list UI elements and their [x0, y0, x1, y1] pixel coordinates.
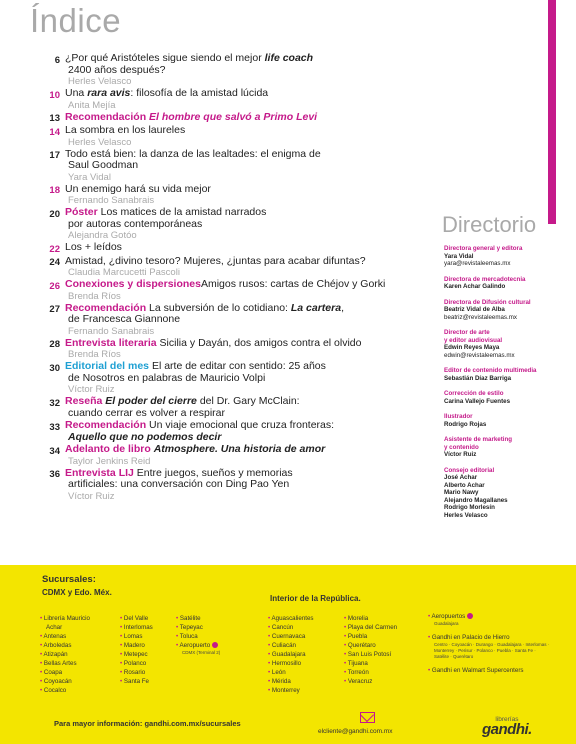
entry-line	[65, 432, 436, 444]
entry-author: Taylor Jenkins Reid	[68, 455, 151, 467]
entry-body	[65, 242, 436, 254]
bullet-icon: •	[40, 615, 44, 622]
branch-name: Playa del Carmen	[347, 624, 398, 631]
directory-email: edwin@revistaleemas.mx	[444, 351, 515, 359]
branches-title: Sucursales:	[42, 574, 96, 585]
entry-line	[65, 373, 436, 385]
branch-item	[120, 650, 153, 659]
entry-author: Herles Velasco	[68, 136, 132, 148]
branch-item	[344, 632, 397, 641]
toc-entry	[46, 256, 436, 279]
page-number: 22	[49, 243, 60, 255]
entry-title-emph: El poder del cierre	[105, 395, 197, 407]
directory-role: Asistente de marketing	[444, 436, 513, 443]
plane-icon	[212, 642, 218, 648]
entry-line	[65, 256, 436, 268]
section-label: Conexiones y dispersiones	[65, 278, 201, 290]
directory-title: Directorio	[442, 212, 537, 237]
branch-item	[344, 623, 397, 632]
branch-name: Puebla	[347, 633, 368, 640]
directory-name: Mario Nawy	[444, 489, 479, 496]
branch-item	[176, 623, 220, 632]
directory-role: Directora de Difusión cultural	[444, 298, 531, 306]
entry-author: Brenda Ríos	[68, 290, 121, 302]
entry-body	[65, 396, 436, 419]
bullet-icon: •	[120, 678, 124, 685]
entry-author: Víctor Ruiz	[68, 490, 115, 502]
directory-role: Consejo editorial	[444, 466, 495, 474]
cdmx-subtitle: CDMX y Edo. Méx.	[42, 588, 112, 597]
toc-entry	[46, 242, 436, 255]
entry-text: Los + leídos	[65, 241, 122, 253]
entry-line	[65, 338, 436, 350]
page-number: 6	[54, 54, 60, 66]
section-label: Recomendación	[65, 301, 147, 314]
directory-name: Edwin Reyes Maya	[444, 344, 500, 351]
branch-note: CDMX (Terminal 2)	[182, 650, 221, 655]
entry-text: de Francesca Giannone	[68, 313, 181, 325]
branch-name: Mérida	[271, 678, 291, 685]
branch-name: Monterrey	[271, 687, 300, 694]
branch-name: Polanco	[123, 660, 147, 667]
branch-item	[268, 641, 314, 650]
branch-item	[40, 614, 90, 623]
bullet-icon: •	[120, 642, 124, 649]
bullet-icon: •	[120, 660, 124, 667]
directory-name: Rodrigo Morlesín	[444, 504, 495, 511]
bullet-icon: •	[344, 633, 348, 640]
branch-item	[40, 668, 90, 677]
entry-author: Fernando Sanabrais	[68, 195, 155, 206]
entry-text: Amistad, ¿divino tesoro? Mujeres, ¿juntas para acabar difuntas?	[65, 254, 366, 267]
gandhi-logo	[482, 716, 532, 737]
branch-name: Gandhi en Walmart Supercenters	[431, 667, 524, 674]
directory-name: Carina Vallejo Fuentes	[444, 397, 511, 405]
branch-name: Arboledas	[43, 642, 72, 649]
directory-list	[444, 245, 572, 519]
entry-author: Brenda Ríos	[68, 349, 121, 360]
branch-item	[268, 686, 314, 695]
branch-name: Tepeyac	[179, 624, 203, 631]
branch-item	[40, 677, 90, 686]
directory-name: Karen Achar Galindo	[444, 283, 506, 290]
page-number: 13	[49, 113, 60, 124]
branch-name: Coyoacán	[43, 678, 72, 685]
branch-item	[40, 650, 90, 659]
directory-role: Director de arte	[444, 329, 490, 336]
entry-text: Los matices de la amistad narrados	[97, 206, 267, 218]
branch-note: Centro · Coyoacán · Durango · Guadalajara · Interlomas · Monterrey · Perisur · Polanco · Puebla · Santa Fe · Satélite · Querétaro	[434, 642, 550, 659]
toc-entry	[46, 125, 436, 148]
branch-item	[120, 659, 153, 668]
branch-name: Veracruz	[347, 678, 373, 685]
section-label: Recomendación	[65, 110, 147, 123]
branch-name: San Luis Potosí	[347, 651, 392, 658]
branch-name: León	[271, 669, 286, 676]
entry-body	[65, 338, 436, 361]
table-of-contents	[46, 53, 436, 503]
entry-author: Herles Velasco	[68, 76, 132, 87]
bullet-icon: •	[344, 615, 348, 622]
entry-body	[65, 444, 436, 467]
cdmx-branches-col2	[120, 614, 153, 686]
page-number: 24	[49, 257, 60, 268]
entry-title-emph: life coach	[264, 52, 314, 64]
bullet-icon: •	[344, 669, 348, 676]
page-number: 10	[49, 89, 60, 101]
page-number: 36	[49, 469, 60, 480]
bullet-icon: •	[268, 678, 272, 685]
bullet-icon: •	[40, 687, 44, 694]
entry-author: Anita Mejía	[68, 99, 116, 111]
interior-branches-col3	[428, 612, 563, 675]
toc-entry	[46, 184, 436, 207]
section-label: Póster	[65, 206, 98, 218]
branch-name: Coapa	[43, 669, 63, 676]
email-link[interactable]: elcliente@gandhi.com.mx	[318, 728, 393, 735]
branch-name: Toluca	[179, 633, 198, 640]
bullet-icon: •	[40, 669, 44, 676]
entry-body	[65, 88, 436, 111]
toc-entry	[46, 303, 436, 337]
branch-item	[120, 641, 153, 650]
branch-name: Culiacán	[271, 642, 296, 649]
branch-item	[40, 641, 90, 650]
bullet-icon: •	[268, 651, 272, 658]
branch-item	[344, 659, 397, 668]
page-number: 34	[49, 445, 60, 457]
bullet-icon: •	[176, 615, 180, 622]
branch-name: Aguascalientes	[271, 615, 314, 622]
branch-name: Lomas	[123, 633, 143, 640]
section-label: Reseña	[65, 395, 103, 407]
bullet-icon: •	[40, 651, 44, 658]
directory-name: Víctor Ruiz	[444, 451, 477, 458]
branch-item	[176, 641, 220, 650]
entry-line	[65, 408, 436, 420]
branch-item	[268, 650, 314, 659]
entry-line	[65, 314, 436, 326]
entry-line	[65, 65, 436, 77]
entry-title-emph: El hombre que salvó a Primo Levi	[149, 110, 318, 123]
toc-entry	[46, 420, 436, 443]
section-label: Adelanto de libro	[65, 443, 151, 455]
entry-author: Yara Vidal	[68, 171, 111, 183]
entry-line	[65, 444, 436, 456]
entry-line	[65, 242, 436, 254]
branch-name: Metepec	[123, 651, 148, 658]
entry-body	[65, 303, 436, 337]
branch-name: Madero	[123, 642, 145, 649]
branch-name: Querétaro	[347, 642, 376, 649]
entry-text: ,	[341, 301, 344, 314]
directory-role: y contenido	[444, 443, 479, 451]
page-number: 26	[49, 280, 60, 292]
index-title: Índice	[30, 2, 122, 39]
branch-item	[268, 668, 314, 677]
branch-item	[176, 632, 220, 641]
entry-text: La subversión de lo cotidiano:	[146, 301, 291, 314]
branch-name: Satélite	[179, 615, 201, 622]
branch-item	[120, 668, 153, 677]
branch-item	[344, 650, 397, 659]
interior-branches-col1	[268, 614, 314, 695]
bullet-icon: •	[268, 660, 272, 667]
bullet-icon: •	[344, 678, 348, 685]
branch-item	[344, 677, 397, 686]
directory-name: Rodrigo Rojas	[444, 420, 487, 428]
entry-body	[65, 125, 436, 148]
entry-body	[65, 112, 436, 124]
entry-body	[65, 256, 436, 279]
branch-item	[428, 633, 563, 642]
branch-name: Torreón	[347, 669, 369, 676]
page-number: 27	[49, 304, 60, 315]
toc-entry	[46, 149, 436, 183]
bullet-icon: •	[344, 660, 348, 667]
directory-role: Directora general y editora	[444, 245, 523, 252]
directory-name: Yara Vidal	[444, 252, 474, 260]
more-info-text[interactable]: Para mayor información: gandhi.com.mx/sucursales	[54, 719, 241, 728]
entry-body	[65, 361, 436, 395]
bullet-icon: •	[176, 633, 180, 640]
entry-text: Amigos rusos: cartas de Chéjov y Gorki	[200, 278, 386, 290]
directory-email: beatriz@revistaleemas.mx	[444, 313, 517, 321]
bullet-icon: •	[268, 624, 272, 631]
branch-note: Guadalajara	[434, 621, 459, 626]
entry-text: por autoras contemporáneas	[68, 217, 203, 230]
entry-text: Sicilia y Dayán, dos amigos contra el olvido	[156, 336, 362, 349]
entry-text: Un enemigo hará su vida mejor	[65, 182, 211, 195]
entry-body	[65, 149, 436, 183]
entry-text: de Nosotros en palabras de Mauricio Volpi	[68, 371, 266, 384]
entry-text: Saul Goodman	[68, 159, 139, 171]
entry-title-emph: Atmosphere. Una historia de amor	[153, 443, 326, 455]
branch-item	[40, 659, 90, 668]
entry-body	[65, 184, 436, 207]
bullet-icon: •	[120, 624, 124, 631]
entry-body	[65, 279, 436, 302]
entry-line	[65, 219, 436, 231]
logo-big-text: gandhi.	[482, 721, 532, 738]
branch-name: Tijuana	[347, 660, 368, 667]
entry-text: El arte de editar con sentido: 25 años	[149, 360, 326, 372]
branch-item	[120, 632, 153, 641]
branch-item	[120, 623, 153, 632]
branch-name: Morelia	[347, 615, 369, 622]
page-number: 33	[49, 421, 60, 433]
bullet-icon: •	[344, 651, 348, 658]
branch-item	[268, 632, 314, 641]
branch-item	[344, 614, 397, 623]
bullet-icon: •	[120, 651, 124, 658]
entry-text: Una	[65, 87, 88, 99]
bullet-icon: •	[40, 633, 44, 640]
bullet-icon: •	[268, 615, 272, 622]
envelope-icon	[360, 712, 375, 723]
branch-name: Rosario	[123, 669, 146, 676]
entry-author: Alejandra Gotóo	[68, 230, 137, 241]
entry-text: cuando cerrar es volver a respirar	[68, 406, 225, 419]
bullet-icon: •	[428, 667, 432, 674]
branch-item	[40, 632, 90, 641]
cdmx-branches-col1	[40, 614, 90, 695]
section-label: Editorial del mes	[65, 360, 150, 372]
toc-entry	[46, 338, 436, 361]
entry-text: ¿Por qué Aristóteles sigue siendo el mejor	[65, 52, 265, 64]
branch-item	[344, 641, 397, 650]
branch-name: Aeropuerto	[179, 642, 211, 649]
entry-author: Claudia Marcucetti Pascoli	[68, 267, 180, 278]
branch-name: Antenas	[43, 633, 67, 640]
page-number: 20	[49, 208, 60, 220]
page-number: 14	[49, 126, 60, 138]
entry-line	[65, 184, 436, 196]
toc-entry	[46, 361, 436, 395]
toc-entry	[46, 468, 436, 502]
toc-entry	[46, 279, 436, 302]
entry-author: Víctor Ruiz	[68, 384, 115, 395]
page-number: 32	[49, 397, 60, 409]
branch-name: Cancún	[271, 624, 294, 631]
branch-name: Del Valle	[123, 615, 149, 622]
entry-line	[65, 160, 436, 172]
bullet-icon: •	[120, 615, 124, 622]
bullet-icon: •	[176, 642, 180, 649]
branch-item	[268, 623, 314, 632]
entry-text: 2400 años después?	[68, 63, 166, 76]
page-number: 28	[49, 339, 60, 350]
toc-entry	[46, 207, 436, 241]
directory-role: Directora de mercadotecnia	[444, 275, 526, 283]
bullet-icon: •	[428, 613, 432, 620]
section-label: Entrevista LIJ	[65, 466, 134, 479]
entry-title-emph: Aquello que no podemos decir	[68, 430, 222, 443]
branch-item	[40, 686, 90, 695]
branch-name: Hermosillo	[271, 660, 302, 667]
branch-name: Achar	[46, 624, 63, 631]
magenta-accent-bar	[548, 0, 556, 224]
entry-line	[65, 125, 436, 137]
directory-role: Editor de contenido multimedia	[444, 367, 537, 374]
section-label: Recomendación	[65, 419, 147, 431]
plane-icon	[467, 613, 473, 619]
branch-item	[120, 614, 153, 623]
entry-text: La sombra en los laureles	[65, 124, 186, 136]
directory-role: y editor audiovisual	[444, 336, 503, 344]
bullet-icon: •	[344, 642, 348, 649]
branch-item	[268, 677, 314, 686]
bullet-icon: •	[40, 678, 44, 685]
bullet-icon: •	[40, 660, 44, 667]
entry-body	[65, 53, 436, 87]
branch-item	[428, 666, 563, 675]
branch-name: Gandhi en Palacio de Hierro	[431, 634, 510, 641]
entry-title-emph: rara avis	[87, 87, 131, 99]
directory-name: Herles Velasco	[444, 511, 488, 519]
entry-line	[65, 279, 436, 291]
entry-text: Un viaje emocional que cruza fronteras:	[146, 419, 335, 431]
interior-branches-col2	[344, 614, 397, 686]
entry-line	[65, 88, 436, 100]
directory-role: Ilustrador	[444, 413, 473, 420]
toc-entry	[46, 88, 436, 111]
bullet-icon: •	[268, 687, 272, 694]
entry-text: artificiales: una conversación con Ding Pao Yen	[68, 478, 290, 490]
bullet-icon: •	[176, 624, 180, 631]
bullet-icon: •	[268, 633, 272, 640]
branch-item	[176, 614, 220, 623]
branch-item	[40, 623, 90, 632]
branch-name: Cocalco	[43, 687, 67, 694]
toc-entry	[46, 444, 436, 467]
branch-item	[344, 668, 397, 677]
branch-name: Cuernavaca	[271, 633, 306, 640]
directory-name: Alejandro Magallanes	[444, 496, 508, 504]
bullet-icon: •	[344, 624, 348, 631]
branch-name: Santa Fe	[123, 678, 150, 685]
directory-name: José Achar	[444, 474, 478, 481]
directory-name: Beatriz Vidal de Alba	[444, 306, 505, 313]
bullet-icon: •	[268, 669, 272, 676]
toc-entry	[46, 53, 436, 87]
entry-author: Fernando Sanabrais	[68, 325, 155, 337]
bullet-icon: •	[40, 642, 44, 649]
branch-name: Atizapán	[43, 651, 68, 658]
cdmx-branches-col3	[176, 614, 220, 656]
entry-body	[65, 420, 436, 443]
toc-entry	[46, 112, 436, 125]
entry-text: : filosofía de la amistad lúcida	[130, 87, 269, 99]
page-number: 18	[49, 185, 60, 196]
page-number: 30	[49, 362, 60, 374]
bullet-icon: •	[268, 642, 272, 649]
directory-role: Corrección de estilo	[444, 390, 504, 397]
section-label: Entrevista literaria	[65, 336, 157, 349]
entry-text: Todo está bien: la danza de las lealtades: el enigma de	[65, 147, 321, 160]
branch-item	[268, 659, 314, 668]
entry-body	[65, 468, 436, 502]
directory-email: yara@revistaleemas.mx	[444, 260, 511, 267]
logo-small-text: librerías	[495, 716, 519, 723]
interior-subtitle: Interior de la República.	[270, 594, 361, 603]
directory-name: Sebastián Díaz Barriga	[444, 374, 512, 382]
branch-name: Librería Mauricio	[43, 615, 90, 622]
branch-name: Bellas Artes	[43, 660, 77, 667]
bullet-icon: •	[120, 633, 124, 640]
branch-name: Aeropuertos	[431, 613, 466, 620]
branch-name: Guadalajara	[271, 651, 306, 658]
branch-item	[268, 614, 314, 623]
page-number: 17	[49, 150, 60, 161]
bullet-icon: •	[428, 634, 432, 641]
entry-line	[65, 479, 436, 491]
entry-body	[65, 207, 436, 241]
entry-text: del Dr. Gary McClain:	[196, 395, 300, 407]
entry-text: Entre juegos, sueños y memorias	[133, 466, 293, 479]
branch-name: Interlomas	[123, 624, 153, 631]
branch-item	[428, 612, 563, 621]
entry-line	[65, 112, 436, 124]
branch-item	[120, 677, 153, 686]
entry-title-emph: La cartera	[290, 301, 342, 314]
bullet-icon: •	[120, 669, 124, 676]
directory-name: Alberto Achar	[444, 481, 485, 489]
toc-entry	[46, 396, 436, 419]
